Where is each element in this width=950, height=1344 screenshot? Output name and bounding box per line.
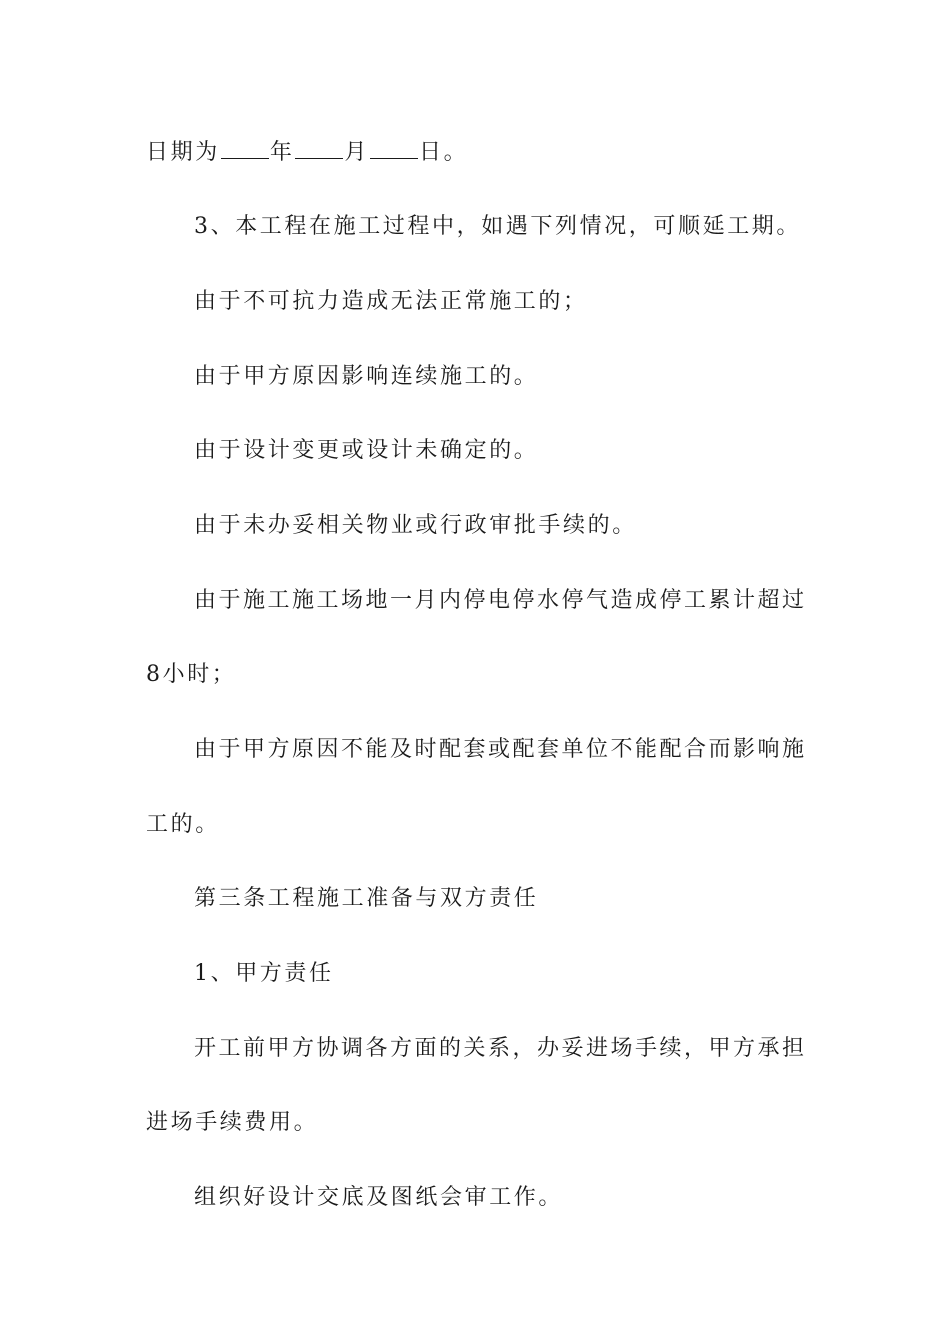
- paragraph-supporting-units-cont: 工的。: [146, 812, 220, 837]
- paragraph-design-briefing: 组织好设计交底及图纸会审工作。: [194, 1185, 564, 1210]
- paragraph-coordination-cont: 进场手续费用。: [146, 1110, 319, 1135]
- paragraph-clause-3: 3、本工程在施工过程中，如遇下列情况，可顺延工期。: [194, 214, 801, 239]
- paragraph-design-change: 由于设计变更或设计未确定的。: [194, 438, 539, 463]
- section-heading-article-3: 第三条工程施工准备与双方责任: [194, 886, 539, 911]
- subheading-party-a: 1、甲方责任: [194, 961, 334, 986]
- day-blank: [370, 138, 418, 159]
- paragraph-force-majeure: 由于不可抗力造成无法正常施工的；: [194, 289, 588, 314]
- paragraph-utility-outage-cont: 8小时；: [146, 662, 237, 687]
- day-label: 日。: [419, 140, 469, 165]
- year-blank: [221, 138, 269, 159]
- paragraph-party-a-delay: 由于甲方原因影响连续施工的。: [194, 364, 539, 389]
- paragraph-coordination: 开工前甲方协调各方面的关系，办妥进场手续，甲方承担: [194, 1036, 804, 1061]
- date-prefix: 日期为: [146, 140, 220, 165]
- year-label: 年: [269, 140, 295, 165]
- paragraph-supporting-units: 由于甲方原因不能及时配套或配套单位不能配合而影响施: [194, 737, 804, 762]
- date-line: [146, 138, 806, 168]
- paragraph-utility-outage: 由于施工施工场地一月内停电停水停气造成停工累计超过: [194, 588, 804, 613]
- month-label: 月: [344, 140, 370, 165]
- paragraph-approval: 由于未办妥相关物业或行政审批手续的。: [194, 513, 637, 538]
- month-blank: [295, 138, 343, 159]
